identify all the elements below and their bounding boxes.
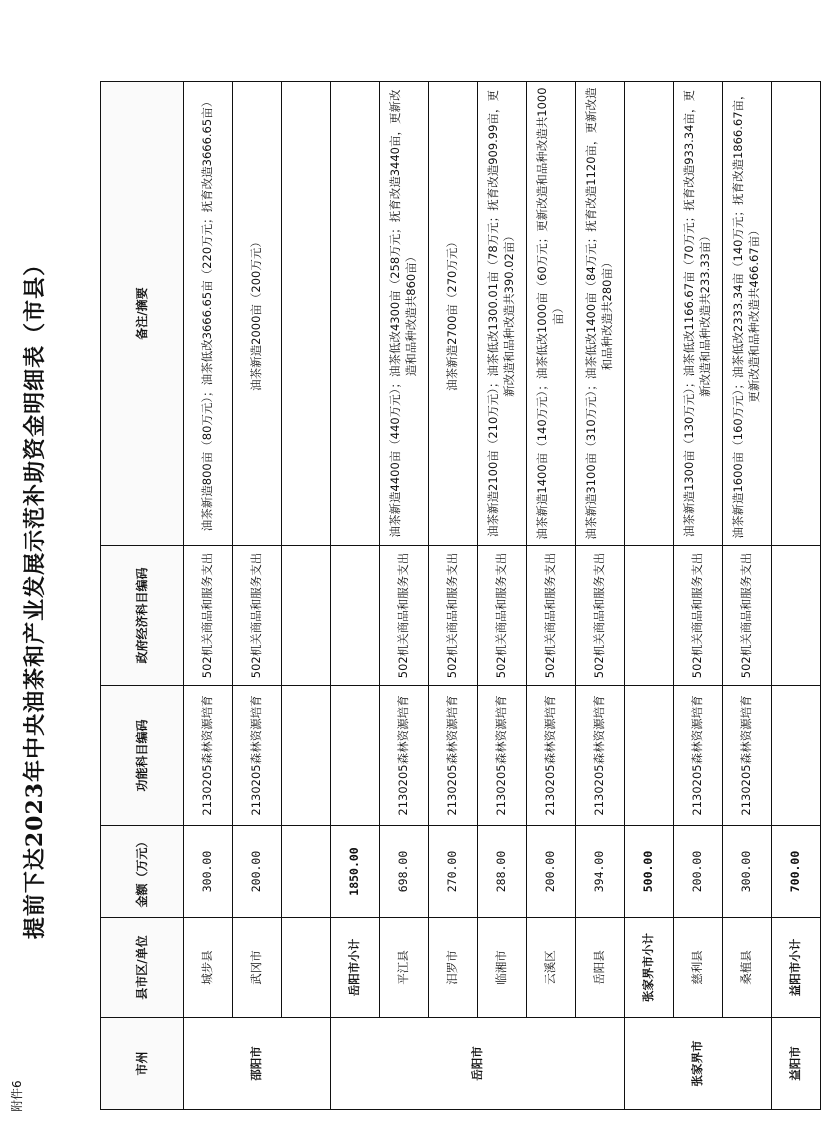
table-row [723, 82, 772, 1110]
note-cell: 油茶新造800亩（80万元）；油茶低改3666.65亩（220万元；抚育改造3666.65亩） [184, 82, 233, 546]
county-cell: 临湘市 [478, 918, 527, 1018]
subtotal-row [772, 82, 821, 1110]
subtotal-label: 岳阳市小计 [331, 918, 380, 1018]
func-code-cell: 2130205森林资源培育 [674, 686, 723, 826]
note-cell: 油茶新造3100亩（310万元）；油茶低改1400亩（84万元；抚育改造1120亩，更新改造和品种改造共280亩） [576, 82, 625, 546]
subtotal-amount: 500.00 [625, 826, 674, 918]
note-cell: 油茶新造2700亩（270万元） [429, 82, 478, 546]
gov-code-cell: 502机关商品和服务支出 [380, 546, 429, 686]
table-row [380, 82, 429, 1110]
county-cell: 城步县 [184, 918, 233, 1018]
table-row [674, 82, 723, 1110]
amount-cell: 394.00 [576, 826, 625, 918]
subtotal-amount: 700.00 [772, 826, 821, 918]
gov-code-cell: 502机关商品和服务支出 [527, 546, 576, 686]
func-code-cell: 2130205森林资源培育 [380, 686, 429, 826]
note-cell: 油茶新造1300亩（130万元）；油茶低改1166.67亩（70万元；抚育改造933.34亩，更新改造和品种改造共233.33亩） [674, 82, 723, 546]
header-row [101, 82, 184, 1110]
table-row [478, 82, 527, 1110]
amount-cell: 200.00 [527, 826, 576, 918]
func-code-cell: 2130205森林资源培育 [233, 686, 282, 826]
subtotal-label: 益阳市小计 [772, 918, 821, 1018]
county-cell: 慈利县 [674, 918, 723, 1018]
county-cell: 桑植县 [723, 918, 772, 1018]
header-gov-code: 政府经济科目编码 [101, 546, 184, 686]
header-city: 市州 [101, 1018, 184, 1110]
document-title: 提前下达2023年中央油茶和产业发展示范补助资金明细表（市县） [22, 252, 48, 940]
city-cell: 岳阳市 [331, 1018, 625, 1110]
county-cell: 云溪区 [527, 918, 576, 1018]
table-row [429, 82, 478, 1110]
note-cell: 油茶新造4400亩（440万元）；油茶低改4300亩（258万元；抚育改造3440亩，更新改造和品种改造共860亩） [380, 82, 429, 546]
func-code-cell: 2130205森林资源培育 [184, 686, 233, 826]
gov-code-cell: 502机关商品和服务支出 [429, 546, 478, 686]
county-cell: 武冈市 [233, 918, 282, 1018]
header-func-code: 功能科目编码 [101, 686, 184, 826]
func-code-cell: 2130205森林资源培育 [723, 686, 772, 826]
amount-cell: 200.00 [233, 826, 282, 918]
table-row [576, 82, 625, 1110]
gov-code-cell: 502机关商品和服务支出 [576, 546, 625, 686]
gov-code-cell: 502机关商品和服务支出 [674, 546, 723, 686]
header-note: 备注/摘要 [101, 82, 184, 546]
note-cell: 油茶新造1600亩（160万元）；油茶低改2333.34亩（140万元；抚育改造1866.67亩，更新改造和品种改造共466.67亩） [723, 82, 772, 546]
note-cell: 油茶新造2000亩（200万元） [233, 82, 282, 546]
gov-code-cell: 502机关商品和服务支出 [478, 546, 527, 686]
gov-code-cell: 502机关商品和服务支出 [723, 546, 772, 686]
func-code-cell: 2130205森林资源培育 [478, 686, 527, 826]
city-cell: 邵阳市 [184, 1018, 331, 1110]
city-cell: 张家界市 [625, 1018, 772, 1110]
amount-cell: 698.00 [380, 826, 429, 918]
county-cell: 岳阳县 [576, 918, 625, 1018]
header-amount: 金额（万元） [101, 826, 184, 918]
amount-cell: 270.00 [429, 826, 478, 918]
subtotal-row [331, 82, 380, 1110]
city-cell: 益阳市 [772, 1018, 821, 1110]
county-cell: 汨罗市 [429, 918, 478, 1018]
subtotal-row [625, 82, 674, 1110]
annex-label: 附件6 [10, 1080, 24, 1112]
header-county: 县市区/单位 [101, 918, 184, 1018]
county-cell: 平江县 [380, 918, 429, 1018]
func-code-cell: 2130205森林资源培育 [429, 686, 478, 826]
gov-code-cell: 502机关商品和服务支出 [184, 546, 233, 686]
amount-cell: 288.00 [478, 826, 527, 918]
func-code-cell: 2130205森林资源培育 [527, 686, 576, 826]
note-cell: 油茶新造1400亩（140万元）；油茶低改1000亩（60万元；更新改造和品种改造共1000亩） [527, 82, 576, 546]
table-row-empty [282, 82, 331, 1110]
table-row [233, 82, 282, 1110]
funding-table [100, 81, 821, 1110]
note-cell: 油茶新造2100亩（210万元）；油茶低改1300.01亩（78万元；抚育改造909.99亩，更新改造和品种改造共390.02亩） [478, 82, 527, 546]
gov-code-cell: 502机关商品和服务支出 [233, 546, 282, 686]
subtotal-label: 张家界市小计 [625, 918, 674, 1018]
amount-cell: 300.00 [723, 826, 772, 918]
func-code-cell: 2130205森林资源培育 [576, 686, 625, 826]
amount-cell: 200.00 [674, 826, 723, 918]
amount-cell: 300.00 [184, 826, 233, 918]
table-row [184, 82, 233, 1110]
subtotal-amount: 1850.00 [331, 826, 380, 918]
table-row [527, 82, 576, 1110]
